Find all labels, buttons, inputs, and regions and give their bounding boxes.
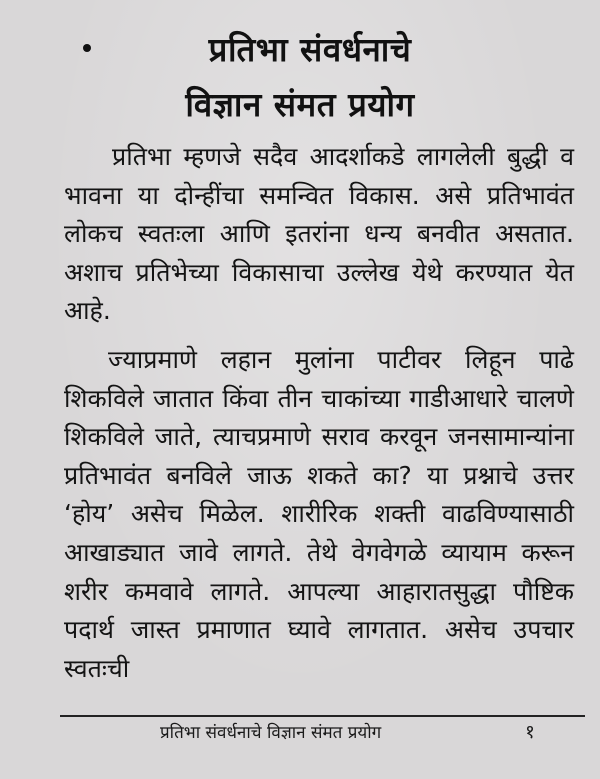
footer-divider: [60, 715, 585, 717]
paragraph: प्रतिभा म्हणजे सदैव आदर्शाकडे लागलेली बुद्धी व भावना या दोन्हींचा समन्वित विकास. असे प्रतिभावंत लोकच स्वतःला आणि इतरांना धन्य बनवीत असतात. अशाच प्रतिभेच्या विकासाचा उल्लेख येथे करण्यात येत आहे.: [64, 142, 574, 326]
body-text: [64, 138, 574, 688]
running-footer-title: प्रतिभा संवर्धनाचे विज्ञान संमत प्रयोग: [160, 723, 382, 743]
paragraph: ज्याप्रमाणे लहान मुलांना पाटीवर लिहून पाढे शिकविले जातात किंवा तीन चाकांच्या गाडीआधारे चालणे शिकविले जाते, त्याचप्रमाणे सराव करवून जनसामान्यांना प्रतिभावंत बनविले जाऊ शकते का? या प्रश्नाचे उत्तर ‘होय’ असेच मिळेल. शारीरिक शक्ती वाढविण्यासाठी आखाड्यात जावे लागते. तेथे वेगवेगळे व्यायाम करून शरीर कमवावे लागते. आपल्या आहारातसुद्धा पौष्टिक पदार्थ जास्त प्रमाणात घ्यावे लागतात. असेच उपचार स्वतःची: [64, 344, 574, 683]
page-number: १: [525, 721, 535, 743]
page-title-line-2: विज्ञान संमत प्रयोग: [185, 85, 415, 124]
page-title-line-1: प्रतिभा संवर्धनाचे: [208, 30, 412, 69]
